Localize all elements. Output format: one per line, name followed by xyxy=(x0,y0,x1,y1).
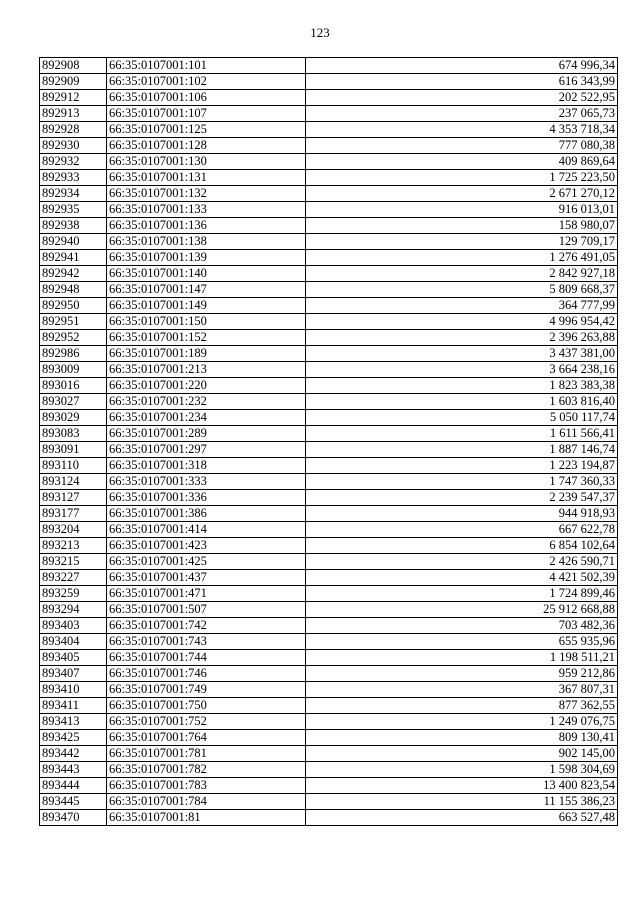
table-row xyxy=(40,474,618,490)
value-cell: 1 249 076,75 xyxy=(306,714,618,730)
value-cell: 2 426 590,71 xyxy=(306,554,618,570)
value-cell: 364 777,99 xyxy=(306,298,618,314)
table-row xyxy=(40,234,618,250)
record-id-cell: 892932 xyxy=(40,154,107,170)
record-id-cell: 893215 xyxy=(40,554,107,570)
record-id-cell: 892952 xyxy=(40,330,107,346)
cadastral-number-cell: 66:35:0107001:149 xyxy=(107,298,306,314)
table-row xyxy=(40,106,618,122)
cadastral-number-cell: 66:35:0107001:101 xyxy=(107,58,306,74)
table-row xyxy=(40,810,618,826)
value-cell: 129 709,17 xyxy=(306,234,618,250)
cadastral-number-cell: 66:35:0107001:784 xyxy=(107,794,306,810)
table-row xyxy=(40,794,618,810)
cadastral-number-cell: 66:35:0107001:81 xyxy=(107,810,306,826)
cadastral-number-cell: 66:35:0107001:783 xyxy=(107,778,306,794)
table-row xyxy=(40,58,618,74)
value-cell: 3 664 238,16 xyxy=(306,362,618,378)
table-row xyxy=(40,154,618,170)
record-id-cell: 892942 xyxy=(40,266,107,282)
cadastral-number-cell: 66:35:0107001:750 xyxy=(107,698,306,714)
value-cell: 1 724 899,46 xyxy=(306,586,618,602)
record-id-cell: 892941 xyxy=(40,250,107,266)
table-row xyxy=(40,762,618,778)
cadastral-number-cell: 66:35:0107001:743 xyxy=(107,634,306,650)
value-cell: 667 622,78 xyxy=(306,522,618,538)
record-id-cell: 892940 xyxy=(40,234,107,250)
table-row xyxy=(40,138,618,154)
table-row xyxy=(40,714,618,730)
table-row xyxy=(40,618,618,634)
table-row xyxy=(40,778,618,794)
record-id-cell: 892909 xyxy=(40,74,107,90)
value-cell: 663 527,48 xyxy=(306,810,618,826)
value-cell: 1 198 511,21 xyxy=(306,650,618,666)
cadastral-number-cell: 66:35:0107001:423 xyxy=(107,538,306,554)
record-id-cell: 893407 xyxy=(40,666,107,682)
record-id-cell: 893027 xyxy=(40,394,107,410)
record-id-cell: 892951 xyxy=(40,314,107,330)
value-cell: 202 522,95 xyxy=(306,90,618,106)
record-id-cell: 893443 xyxy=(40,762,107,778)
record-id-cell: 893029 xyxy=(40,410,107,426)
table-row xyxy=(40,122,618,138)
table-row xyxy=(40,746,618,762)
table-row xyxy=(40,314,618,330)
table-row xyxy=(40,410,618,426)
value-cell: 944 918,93 xyxy=(306,506,618,522)
cadastral-number-cell: 66:35:0107001:132 xyxy=(107,186,306,202)
table-row xyxy=(40,282,618,298)
value-cell: 674 996,34 xyxy=(306,58,618,74)
value-cell: 367 807,31 xyxy=(306,682,618,698)
cadastral-number-cell: 66:35:0107001:102 xyxy=(107,74,306,90)
cadastral-number-cell: 66:35:0107001:133 xyxy=(107,202,306,218)
record-id-cell: 893410 xyxy=(40,682,107,698)
cadastral-number-cell: 66:35:0107001:744 xyxy=(107,650,306,666)
value-cell: 5 809 668,37 xyxy=(306,282,618,298)
cadastral-number-cell: 66:35:0107001:232 xyxy=(107,394,306,410)
table-row xyxy=(40,442,618,458)
cadastral-number-cell: 66:35:0107001:336 xyxy=(107,490,306,506)
record-id-cell: 892938 xyxy=(40,218,107,234)
record-id-cell: 893213 xyxy=(40,538,107,554)
record-id-cell: 893177 xyxy=(40,506,107,522)
table-row xyxy=(40,330,618,346)
cadastral-number-cell: 66:35:0107001:782 xyxy=(107,762,306,778)
cadastral-number-cell: 66:35:0107001:150 xyxy=(107,314,306,330)
cadastral-number-cell: 66:35:0107001:136 xyxy=(107,218,306,234)
table-row xyxy=(40,298,618,314)
page-number: 123 xyxy=(310,25,330,40)
record-id-cell: 892950 xyxy=(40,298,107,314)
table-row xyxy=(40,170,618,186)
cadastral-number-cell: 66:35:0107001:139 xyxy=(107,250,306,266)
value-cell: 4 996 954,42 xyxy=(306,314,618,330)
value-cell: 6 854 102,64 xyxy=(306,538,618,554)
record-id-cell: 893083 xyxy=(40,426,107,442)
table-row xyxy=(40,458,618,474)
cadastral-number-cell: 66:35:0107001:189 xyxy=(107,346,306,362)
cadastral-number-cell: 66:35:0107001:386 xyxy=(107,506,306,522)
table-row xyxy=(40,586,618,602)
record-id-cell: 893405 xyxy=(40,650,107,666)
record-id-cell: 893425 xyxy=(40,730,107,746)
cadastral-number-cell: 66:35:0107001:140 xyxy=(107,266,306,282)
value-cell: 877 362,55 xyxy=(306,698,618,714)
cadastral-number-cell: 66:35:0107001:742 xyxy=(107,618,306,634)
record-id-cell: 893470 xyxy=(40,810,107,826)
table-row xyxy=(40,378,618,394)
record-id-cell: 893091 xyxy=(40,442,107,458)
value-cell: 902 145,00 xyxy=(306,746,618,762)
record-id-cell: 892913 xyxy=(40,106,107,122)
record-id-cell: 892986 xyxy=(40,346,107,362)
cadastral-number-cell: 66:35:0107001:318 xyxy=(107,458,306,474)
table-row xyxy=(40,522,618,538)
cadastral-number-cell: 66:35:0107001:152 xyxy=(107,330,306,346)
value-cell: 13 400 823,54 xyxy=(306,778,618,794)
record-id-cell: 892933 xyxy=(40,170,107,186)
cadastral-number-cell: 66:35:0107001:471 xyxy=(107,586,306,602)
value-cell: 1 725 223,50 xyxy=(306,170,618,186)
cadastral-number-cell: 66:35:0107001:749 xyxy=(107,682,306,698)
table-row xyxy=(40,250,618,266)
cadastral-number-cell: 66:35:0107001:425 xyxy=(107,554,306,570)
value-cell: 1 603 816,40 xyxy=(306,394,618,410)
table-row xyxy=(40,490,618,506)
record-id-cell: 893110 xyxy=(40,458,107,474)
value-cell: 1 598 304,69 xyxy=(306,762,618,778)
value-cell: 1 611 566,41 xyxy=(306,426,618,442)
value-cell: 1 887 146,74 xyxy=(306,442,618,458)
table-row xyxy=(40,218,618,234)
record-id-cell: 893016 xyxy=(40,378,107,394)
cadastral-number-cell: 66:35:0107001:746 xyxy=(107,666,306,682)
cadastral-number-cell: 66:35:0107001:781 xyxy=(107,746,306,762)
value-cell: 158 980,07 xyxy=(306,218,618,234)
value-cell: 2 239 547,37 xyxy=(306,490,618,506)
cadastral-number-cell: 66:35:0107001:147 xyxy=(107,282,306,298)
record-id-cell: 893445 xyxy=(40,794,107,810)
record-id-cell: 893294 xyxy=(40,602,107,618)
record-id-cell: 892912 xyxy=(40,90,107,106)
cadastral-number-cell: 66:35:0107001:220 xyxy=(107,378,306,394)
record-id-cell: 893413 xyxy=(40,714,107,730)
value-cell: 1 223 194,87 xyxy=(306,458,618,474)
cadastral-number-cell: 66:35:0107001:333 xyxy=(107,474,306,490)
table-row xyxy=(40,682,618,698)
record-id-cell: 892935 xyxy=(40,202,107,218)
table-row xyxy=(40,362,618,378)
table-row xyxy=(40,90,618,106)
record-id-cell: 892948 xyxy=(40,282,107,298)
cadastral-number-cell: 66:35:0107001:289 xyxy=(107,426,306,442)
value-cell: 1 276 491,05 xyxy=(306,250,618,266)
record-id-cell: 892928 xyxy=(40,122,107,138)
cadastral-number-cell: 66:35:0107001:297 xyxy=(107,442,306,458)
cadastral-number-cell: 66:35:0107001:437 xyxy=(107,570,306,586)
table-row xyxy=(40,346,618,362)
cadastral-number-cell: 66:35:0107001:752 xyxy=(107,714,306,730)
value-cell: 409 869,64 xyxy=(306,154,618,170)
cadastral-number-cell: 66:35:0107001:138 xyxy=(107,234,306,250)
table-row xyxy=(40,266,618,282)
value-cell: 237 065,73 xyxy=(306,106,618,122)
table-row xyxy=(40,538,618,554)
value-cell: 2 842 927,18 xyxy=(306,266,618,282)
cadastral-number-cell: 66:35:0107001:130 xyxy=(107,154,306,170)
record-id-cell: 893404 xyxy=(40,634,107,650)
table-row xyxy=(40,394,618,410)
value-cell: 5 050 117,74 xyxy=(306,410,618,426)
record-id-cell: 893442 xyxy=(40,746,107,762)
value-cell: 2 396 263,88 xyxy=(306,330,618,346)
value-cell: 959 212,86 xyxy=(306,666,618,682)
record-id-cell: 893009 xyxy=(40,362,107,378)
table-row xyxy=(40,634,618,650)
value-cell: 4 353 718,34 xyxy=(306,122,618,138)
table-row xyxy=(40,554,618,570)
value-cell: 777 080,38 xyxy=(306,138,618,154)
cadastral-number-cell: 66:35:0107001:764 xyxy=(107,730,306,746)
registry-table-body xyxy=(40,58,618,826)
record-id-cell: 892908 xyxy=(40,58,107,74)
record-id-cell: 893403 xyxy=(40,618,107,634)
table-row xyxy=(40,186,618,202)
cadastral-number-cell: 66:35:0107001:125 xyxy=(107,122,306,138)
record-id-cell: 892930 xyxy=(40,138,107,154)
record-id-cell: 893444 xyxy=(40,778,107,794)
value-cell: 11 155 386,23 xyxy=(306,794,618,810)
value-cell: 1 747 360,33 xyxy=(306,474,618,490)
record-id-cell: 893124 xyxy=(40,474,107,490)
value-cell: 616 343,99 xyxy=(306,74,618,90)
cadastral-number-cell: 66:35:0107001:234 xyxy=(107,410,306,426)
table-row xyxy=(40,650,618,666)
record-id-cell: 892934 xyxy=(40,186,107,202)
cadastral-number-cell: 66:35:0107001:128 xyxy=(107,138,306,154)
table-row xyxy=(40,570,618,586)
record-id-cell: 893227 xyxy=(40,570,107,586)
table-row xyxy=(40,74,618,90)
table-row xyxy=(40,426,618,442)
table-row xyxy=(40,602,618,618)
registry-table xyxy=(39,57,618,826)
table-row xyxy=(40,202,618,218)
value-cell: 4 421 502,39 xyxy=(306,570,618,586)
value-cell: 25 912 668,88 xyxy=(306,602,618,618)
value-cell: 809 130,41 xyxy=(306,730,618,746)
cadastral-number-cell: 66:35:0107001:107 xyxy=(107,106,306,122)
table-row xyxy=(40,506,618,522)
cadastral-number-cell: 66:35:0107001:213 xyxy=(107,362,306,378)
cadastral-number-cell: 66:35:0107001:131 xyxy=(107,170,306,186)
record-id-cell: 893259 xyxy=(40,586,107,602)
value-cell: 703 482,36 xyxy=(306,618,618,634)
table-row xyxy=(40,730,618,746)
table-row xyxy=(40,698,618,714)
record-id-cell: 893411 xyxy=(40,698,107,714)
value-cell: 655 935,96 xyxy=(306,634,618,650)
cadastral-number-cell: 66:35:0107001:414 xyxy=(107,522,306,538)
value-cell: 3 437 381,00 xyxy=(306,346,618,362)
record-id-cell: 893127 xyxy=(40,490,107,506)
table-row xyxy=(40,666,618,682)
value-cell: 2 671 270,12 xyxy=(306,186,618,202)
value-cell: 1 823 383,38 xyxy=(306,378,618,394)
record-id-cell: 893204 xyxy=(40,522,107,538)
cadastral-number-cell: 66:35:0107001:507 xyxy=(107,602,306,618)
value-cell: 916 013,01 xyxy=(306,202,618,218)
cadastral-number-cell: 66:35:0107001:106 xyxy=(107,90,306,106)
